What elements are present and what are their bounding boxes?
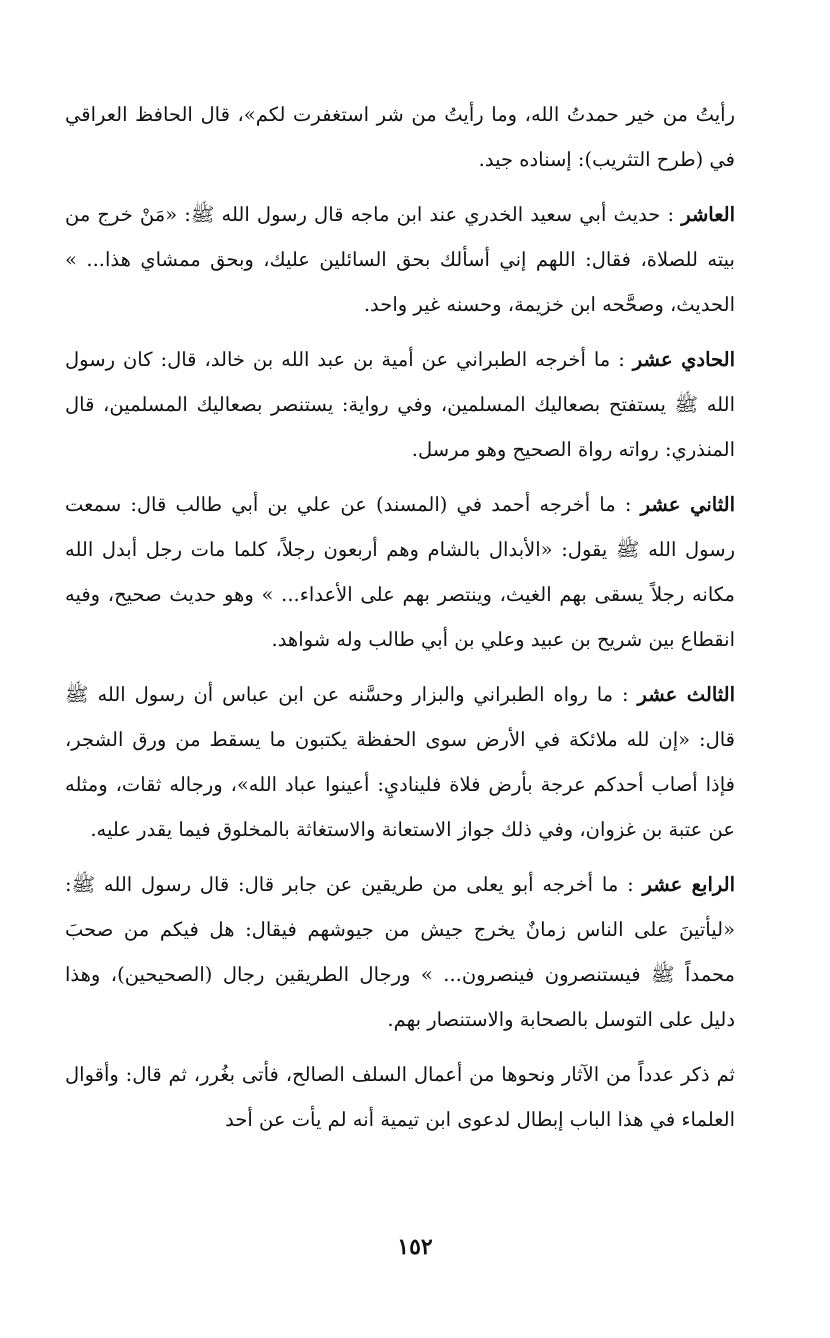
paragraph-text: : ما أخرجه أحمد في (المسند) عن علي بن أبي طالب قال: سمعت رسول الله ﷺ يقول: «الأبدال بالشام وهم أربعون رجلاً، كلما مات رجل أبدل الله مكانه رجلاً يسقى بهم الغيث، وينتصر بهم على الأعداء... » وهو حديث صحيح، وفيه انقطاع بين شريح بن عبيد وعلي بن أبي طالب وله شواهد. bbox=[65, 493, 735, 651]
paragraph-text: : حديث أبي سعيد الخدري عند ابن ماجه قال رسول الله ﷺ: «مَنْ خرج من بيته للصلاة، فقال: اللهم إني أسألك بحق السائلين عليك، وبحق ممشاي هذا... » الحديث، وصحَّحه ابن خزيمة، وحسنه غير واحد. bbox=[65, 203, 735, 316]
paragraph-fourteenth bbox=[65, 862, 735, 1042]
paragraph-thirteenth bbox=[65, 672, 735, 852]
page-number: ١٥٢ bbox=[397, 1234, 433, 1260]
paragraph-text: رأيتُ من خير حمدتُ الله، وما رأيتُ من شر استغفرت لكم»، قال الحافظ العراقي في (طرح التثريب): إسناده جيد. bbox=[65, 103, 735, 171]
paragraph-heading: الثالث عشر bbox=[637, 683, 736, 706]
paragraph-heading: العاشر bbox=[681, 203, 735, 226]
paragraph-twelfth bbox=[65, 482, 735, 662]
paragraph-text: ثم ذكر عدداً من الآثار ونحوها من أعمال السلف الصالح، فأتى بغُرر، ثم قال: وأقوال العلماء في هذا الباب إبطال لدعوى ابن تيمية أنه لم يأت عن أحد bbox=[65, 1063, 735, 1131]
page-body bbox=[65, 92, 735, 1152]
paragraph-text: : ما أخرجه الطبراني عن أمية بن عبد الله بن خالد، قال: كان رسول الله ﷺ يستفتح بصعاليك المسلمين، وفي رواية: يستنصر بصعاليك المسلمين، قال المنذري: رواته رواة الصحيح وهو مرسل. bbox=[65, 348, 735, 461]
paragraph-heading: الثاني عشر bbox=[640, 493, 735, 516]
paragraph-text: : ما رواه الطبراني والبزار وحسَّنه عن ابن عباس أن رسول الله ﷺ قال: «إن لله ملائكة في الأرض سوى الحفظة يكتبون ما يسقط من ورق الشجر، فإذا أصاب أحدكم عرجة بأرض فلاة فليناديِ: أعينوا عباد الله»، ورجاله ثقات، ومثله عن عتبة بن غزوان، وفي ذلك جواز الاستعانة والاستغاثة بالمخلوق فيما يقدر عليه. bbox=[65, 683, 735, 841]
paragraph-heading: الحادي عشر bbox=[632, 348, 735, 371]
paragraph-closing bbox=[65, 1052, 735, 1142]
paragraph-heading: الرابع عشر bbox=[642, 873, 736, 896]
paragraph-tenth bbox=[65, 192, 735, 327]
paragraph-text: : ما أخرجه أبو يعلى من طريقين عن جابر قال: قال رسول الله ﷺ: «ليأتينَ على الناس زمانٌ يخرج جيش من جيوشهم فيقال: هل فيكم من صحبَ محمداً ﷺ فيستنصرون فينصرون... » ورجال الطريقين رجال (الصحيحين)، وهذا دليل على التوسل بالصحابة والاستنصار بهم. bbox=[65, 873, 735, 1031]
paragraph-intro bbox=[65, 92, 735, 182]
paragraph-eleventh bbox=[65, 337, 735, 472]
